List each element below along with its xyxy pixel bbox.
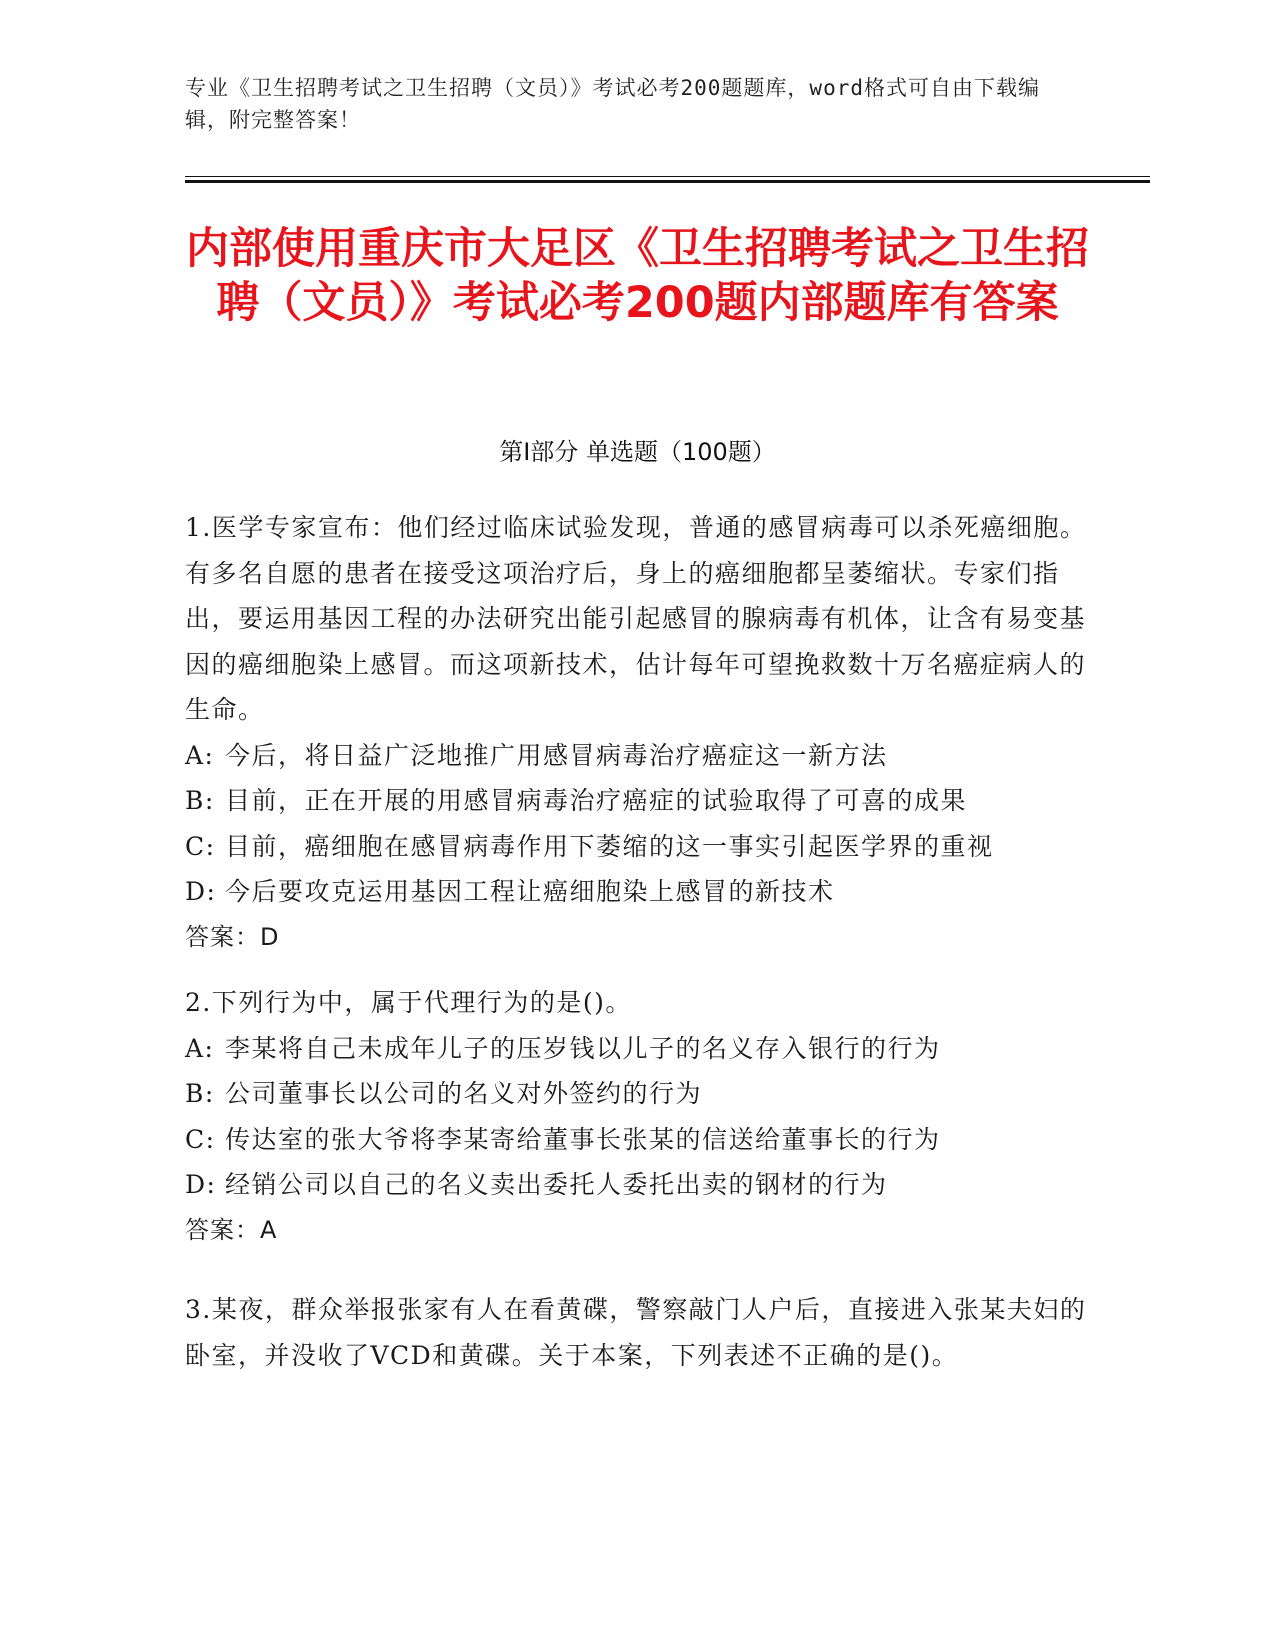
option-text: 传达室的张大爷将李某寄给董事长张某的信送给董事长的行为 [225,1124,941,1154]
option-text: 经销公司以自己的名义卖出委托人委托出卖的钢材的行为 [225,1170,888,1199]
option-letter: A: [185,740,215,770]
option-text: 今后要攻克运用基因工程让癌细胞染上感冒的新技术 [225,877,835,906]
option-text: 目前，正在开展的用感冒病毒治疗癌症的试验取得了可喜的成果 [225,786,968,815]
answer-line [185,1208,1090,1254]
option-letter: C: [185,831,216,861]
option-a [185,733,1090,779]
question-3 [185,1287,1090,1378]
answer-line [185,915,1090,961]
question-stem: 1.医学专家宣布：他们经过临床试验发现，普通的感冒病毒可以杀死癌细胞。有多名自愿的患者在接受这项治疗后，身上的癌细胞都呈萎缩状。专家们指出，要运用基因工程的办法研究出能引起感冒的腺病毒有机体，让含有易变基因的癌细胞染上感冒。而这项新技术，估计每年可望挽救数十万名癌症病人的生命。 [185,513,1087,724]
question-2 [185,980,1090,1253]
option-letter: C: [185,1124,216,1154]
option-letter: B: [185,1079,215,1108]
option-letter: A: [185,1033,215,1063]
answer-value: A [260,1215,278,1244]
section-heading: 第I部分 单选题（100题） [499,438,776,466]
option-text: 公司董事长以公司的名义对外签约的行为 [225,1079,703,1108]
question-stem: 2.下列行为中，属于代理行为的是()。 [185,988,632,1017]
question-stem: 3.某夜，群众举报张家有人在看黄碟，警察敲门人户后，直接进入张某夫妇的卧室，并没收了VCD和黄碟。关于本案，下列表述不正确的是()。 [185,1295,1087,1370]
option-letter: D: [185,877,217,906]
option-b [185,1071,1090,1117]
header-divider-thin [185,176,1150,177]
option-letter: D: [185,1170,217,1199]
option-text: 目前，癌细胞在感冒病毒作用下萎缩的这一事实引起医学界的重视 [225,831,994,861]
question-1 [185,505,1090,960]
option-d [185,869,1090,915]
option-a [185,1026,1090,1072]
option-letter: B: [185,786,215,815]
option-text: 今后，将日益广泛地推广用感冒病毒治疗癌症这一新方法 [225,740,888,770]
option-c [185,1117,1090,1163]
document-title: 内部使用重庆市大足区《卫生招聘考试之卫生招聘（文员）》考试必考200题内部题库有答案 [186,224,1089,328]
option-text: 李某将自己未成年儿子的压岁钱以儿子的名义存入银行的行为 [225,1033,941,1063]
option-d [185,1162,1090,1208]
option-b [185,778,1090,824]
header-note: 专业《卫生招聘考试之卫生招聘（文员）》考试必考200题题库，word格式可自由下载编辑，附完整答案！ [185,76,1040,132]
answer-value: D [260,922,280,951]
header-divider-thick [185,180,1150,183]
option-c [185,824,1090,870]
answer-label: 答案： [185,922,260,951]
answer-label: 答案： [185,1215,260,1244]
